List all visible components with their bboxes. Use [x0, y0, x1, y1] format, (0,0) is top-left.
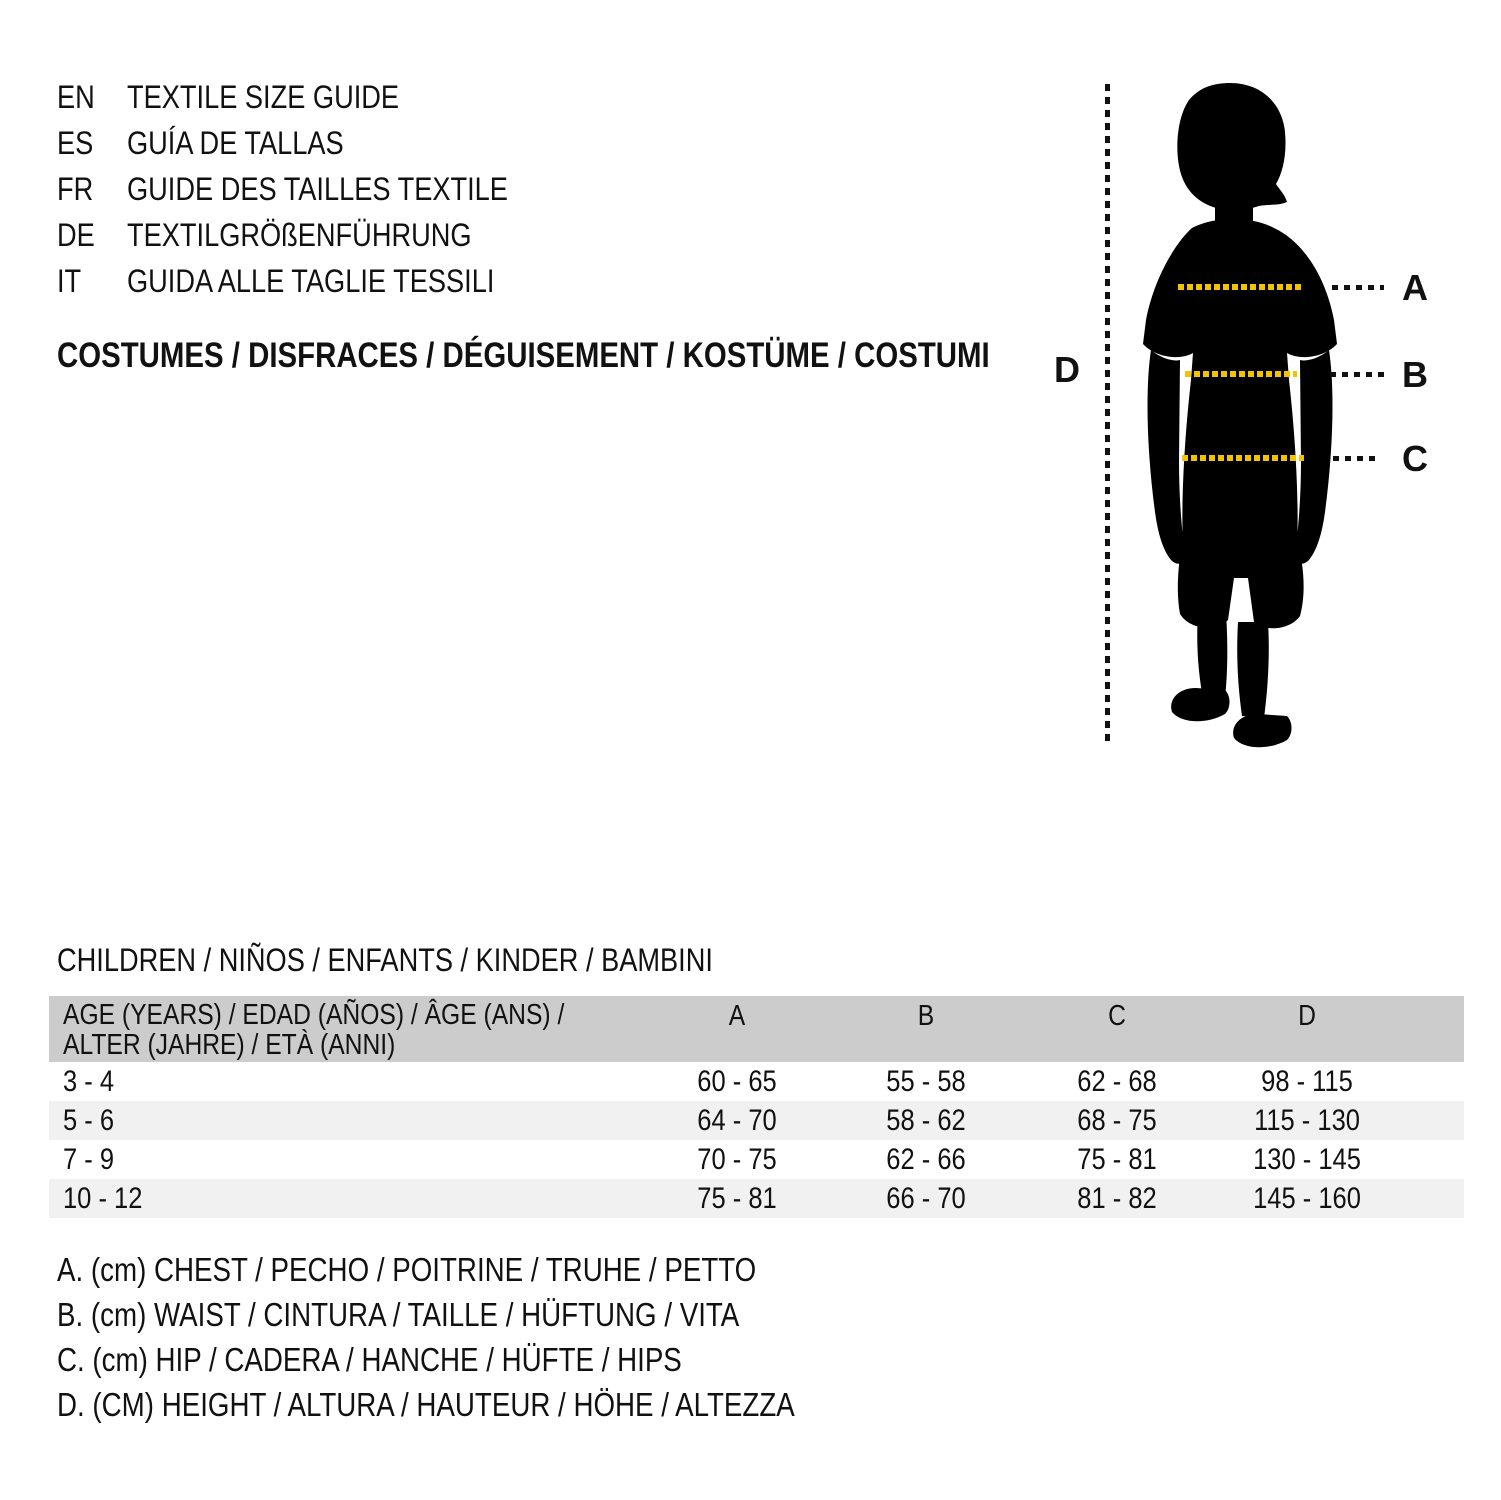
marker-c-label: C	[1402, 438, 1428, 479]
table-row	[49, 1140, 1464, 1179]
language-row-en	[57, 74, 575, 120]
value-cell-c: 68 - 75	[1077, 1104, 1158, 1137]
value-cell-b: 58 - 62	[886, 1104, 966, 1137]
value-cell-d: 98 - 115	[1261, 1065, 1353, 1098]
table-row	[49, 1101, 1464, 1140]
value-cell-d: 130 - 145	[1253, 1143, 1361, 1176]
legend-line-waist: B. (cm) WAIST / CINTURA / TAILLE / HÜFTUNG / VITA	[57, 1296, 740, 1333]
language-row-fr	[57, 166, 575, 212]
height-measure-line	[1105, 84, 1110, 742]
age-cell: 3 - 4	[63, 1065, 115, 1098]
age-cell: 10 - 12	[63, 1182, 143, 1215]
language-row-es	[57, 120, 575, 166]
column-header-c: C	[1108, 1000, 1127, 1032]
silhouette-left-shoe	[1171, 688, 1229, 721]
value-cell-c: 81 - 82	[1077, 1182, 1158, 1215]
language-title-en: TEXTILE SIZE GUIDE	[127, 78, 400, 115]
marker-b-label: B	[1402, 354, 1428, 395]
column-header-a: A	[728, 1000, 745, 1032]
child-silhouette	[1130, 80, 1350, 752]
language-row-it	[57, 258, 575, 304]
language-title-fr: GUIDE DES TAILLES TEXTILE	[127, 170, 508, 207]
value-cell-b: 66 - 70	[886, 1182, 966, 1215]
value-cell-b: 62 - 66	[886, 1143, 966, 1176]
column-header-b: B	[918, 1000, 935, 1032]
chest-connector-line	[1332, 285, 1384, 290]
value-cell-a: 70 - 75	[696, 1143, 777, 1176]
marker-d-label: D	[1054, 349, 1080, 390]
silhouette-right-leg	[1237, 622, 1269, 718]
table-header	[49, 996, 1464, 1062]
measurement-legend	[57, 1247, 935, 1427]
language-code-es: ES	[57, 124, 94, 161]
table-row	[49, 1062, 1464, 1101]
value-cell-c: 75 - 81	[1077, 1143, 1158, 1176]
silhouette-right-shoe	[1233, 714, 1291, 747]
language-title-list	[57, 74, 575, 304]
waist-measure-line	[1185, 371, 1297, 377]
age-cell: 5 - 6	[63, 1104, 115, 1137]
value-cell-b: 55 - 58	[886, 1065, 966, 1098]
age-column-header: AGE (YEARS) / EDAD (AÑOS) / ÂGE (ANS) / ALTER (JAHRE) / ETÀ (ANNI)	[63, 999, 565, 1061]
size-table	[49, 996, 1464, 1218]
language-row-de	[57, 212, 575, 258]
silhouette-head	[1177, 83, 1287, 210]
waist-connector-line	[1330, 372, 1384, 377]
language-title-es: GUÍA DE TALLAS	[127, 124, 344, 161]
legend-line-hip: C. (cm) HIP / CADERA / HANCHE / HÜFTE / HIPS	[57, 1341, 682, 1378]
hip-connector-line	[1333, 456, 1381, 461]
value-cell-a: 60 - 65	[696, 1065, 777, 1098]
silhouette-left-arm	[1148, 350, 1186, 564]
language-code-it: IT	[57, 262, 82, 299]
value-cell-c: 62 - 68	[1077, 1065, 1158, 1098]
section-title: CHILDREN / NIÑOS / ENFANTS / KINDER / BAMBINI	[57, 942, 713, 978]
language-code-en: EN	[57, 78, 95, 115]
table-row	[49, 1179, 1464, 1218]
value-cell-a: 75 - 81	[696, 1182, 777, 1215]
column-header-d: D	[1298, 1000, 1316, 1032]
language-title-de: TEXTILGRÖßENFÜHRUNG	[127, 216, 472, 253]
language-title-it: GUIDA ALLE TAGLIE TESSILI	[127, 262, 495, 299]
language-code-de: DE	[57, 216, 95, 253]
category-line: COSTUMES / DISFRACES / DÉGUISEMENT / KOSTÜME / COSTUMI	[57, 336, 990, 375]
value-cell-d: 145 - 160	[1253, 1182, 1361, 1215]
language-code-fr: FR	[57, 170, 94, 207]
marker-a-label: A	[1402, 267, 1428, 308]
legend-line-chest: A. (cm) CHEST / PECHO / POITRINE / TRUHE / PETTO	[57, 1251, 757, 1288]
silhouette-shorts	[1178, 542, 1304, 628]
value-cell-a: 64 - 70	[696, 1104, 777, 1137]
value-cell-d: 115 - 130	[1253, 1104, 1360, 1137]
chest-measure-line	[1178, 284, 1304, 290]
hip-measure-line	[1182, 455, 1304, 461]
age-cell: 7 - 9	[63, 1143, 115, 1176]
legend-line-height: D. (CM) HEIGHT / ALTURA / HAUTEUR / HÖHE / ALTEZZA	[57, 1386, 795, 1423]
